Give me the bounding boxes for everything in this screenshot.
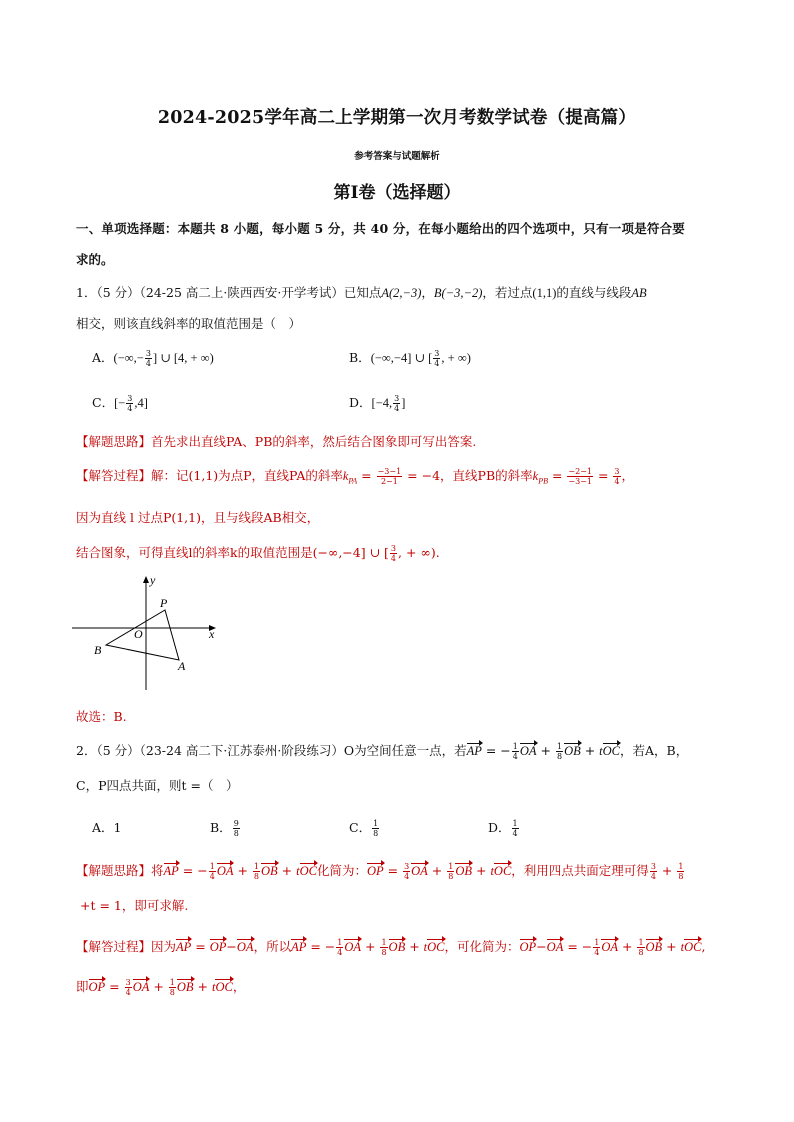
idea-tag: 【解题思路】 — [76, 863, 152, 878]
q1-process-line2: 因为直线 l 过点P(1,1)，且与线段AB相交， — [76, 510, 320, 525]
process-tag: 【解答过程】 — [76, 939, 152, 954]
vector-oc: OC — [215, 980, 233, 994]
q1-stem-text: ，若过点 — [482, 285, 533, 300]
frac-num: 3 — [394, 394, 400, 403]
frac-num: 3 — [390, 544, 397, 553]
frac-num: 9 — [233, 819, 239, 828]
vector-ob: OB — [261, 864, 278, 878]
vector-op: OP — [209, 940, 227, 954]
slope-sub: PA — [348, 476, 358, 486]
origin-label: O — [134, 627, 143, 641]
x-label: x — [209, 627, 215, 641]
q1-score: （5 分） — [96, 285, 140, 300]
vector-oc: OC — [602, 744, 621, 758]
vector-oc: OC — [427, 940, 445, 954]
vector-oc: OC — [299, 864, 317, 878]
point-p-label: P — [160, 596, 168, 610]
vector-oc: OC — [684, 940, 702, 954]
vector-oa: OA — [411, 864, 428, 878]
process-text: 结合图象，可得直线l的斜率k的取值范围是(−∞,−4] ∪ [ — [76, 545, 389, 560]
q1-stem-text: 的直线与线段 — [556, 285, 632, 300]
frac-num: 3 — [127, 394, 133, 403]
q1-point-11: (1,1) — [532, 286, 557, 300]
frac-num: 3 — [614, 467, 620, 476]
option-label: C． — [349, 820, 372, 835]
frac-num: 3 — [434, 349, 440, 358]
vector-ap: AP — [466, 744, 482, 758]
frac-den: 8 — [233, 829, 239, 838]
q2-stem-line2: C，P四点共面，则t =（ ） — [76, 778, 239, 793]
process-text: = −4，直线PB的斜率 — [403, 468, 533, 483]
q2-stem-text: O为空间任意一点，若 — [343, 743, 467, 758]
process-text: ，所以 — [253, 939, 292, 954]
option-label: A． — [92, 350, 114, 365]
vector-oa: OA — [601, 940, 619, 954]
process-text: = — [357, 468, 376, 483]
option-text: (−∞,−4] ∪ [ — [370, 351, 433, 365]
frac-num: 1 — [373, 819, 379, 828]
vector-oa: OA — [344, 940, 362, 954]
vector-oa: OA — [546, 940, 564, 954]
vector-ob: OB — [176, 980, 194, 994]
idea-text: 将 — [151, 863, 164, 878]
process-text: 解：记(1,1)为点P，直线PA的斜率 — [151, 468, 343, 483]
vector-op: OP — [366, 864, 384, 878]
q1-figure — [66, 572, 226, 697]
process-tag: 【解答过程】 — [76, 468, 152, 483]
point-a-label: A — [178, 659, 186, 673]
page-subtitle: 参考答案与试题解析 — [354, 151, 440, 162]
frac-den: 4 — [390, 554, 397, 563]
slope-symbol: k — [342, 469, 349, 483]
vector-oa: OA — [519, 744, 537, 758]
q1-number: 1． — [76, 285, 97, 300]
frac-den: 4 — [614, 477, 620, 486]
y-label: y — [150, 573, 156, 587]
vector-ob: OB — [564, 744, 581, 758]
frac-num: 1 — [512, 819, 518, 828]
idea-tag: 【解题思路】 — [76, 434, 152, 449]
option-text: , + ∞) — [441, 351, 471, 365]
option-label: C． — [92, 395, 115, 410]
vector-ap: AP — [163, 864, 179, 878]
frac-num: −2−1 — [568, 467, 592, 476]
frac-den: 4 — [127, 404, 133, 413]
frac-den: 2−1 — [380, 477, 398, 486]
vector-oa: OA — [216, 864, 234, 878]
vector-op: OP — [519, 940, 537, 954]
option-label: B． — [210, 820, 232, 835]
q1-source: （24-25 高二上·陕西西安·开学考试） — [139, 285, 344, 300]
option-label: A． — [92, 820, 114, 835]
frac-den: −3−1 — [568, 477, 592, 486]
option-text: [−4, — [371, 396, 393, 410]
vector-op: OP — [88, 980, 106, 994]
q2-score: （5 分） — [96, 743, 140, 758]
q2-process: 【解答过程】因为AP = OP−OA，所以AP = − $\frac{1}{4}$ OA + $\frac{1}{8}$ OB + tOC，可化简为：OP−OA = − $\frac{1}{4}$ OA + $\frac{1}{8}$ OB + tOC, — [76, 938, 706, 957]
q1-option-a — [92, 348, 214, 368]
q2-stem-text: ，若A，B， — [620, 743, 689, 758]
idea-text: 化简为： — [316, 863, 367, 878]
part-heading-line2: 求的。 — [76, 252, 114, 267]
q1-segment: AB — [631, 286, 647, 300]
q1-answer: 故选：B. — [76, 709, 127, 724]
frac-den: 4 — [434, 359, 440, 368]
frac-den: 4 — [394, 404, 400, 413]
vector-ob: OB — [645, 940, 663, 954]
vector-oa: OA — [132, 980, 150, 994]
q1-option-c — [92, 393, 148, 413]
q1-point-a: A(2,−3) — [381, 286, 422, 300]
option-label: D． — [488, 820, 511, 835]
slope-sub: PB — [538, 476, 548, 486]
slope-symbol: k — [532, 469, 539, 483]
section-title: 第I卷（选择题） — [333, 183, 461, 203]
page-title: 2024-2025学年高二上学期第一次月考数学试卷（提高篇） — [157, 108, 637, 128]
q1-conclusion — [76, 543, 440, 563]
q1-option-b — [349, 348, 471, 368]
point-b-label: B — [94, 643, 102, 657]
process-text: , + ∞). — [398, 545, 440, 560]
q2-option-d — [488, 818, 520, 838]
idea-text: 首先求出直线PA、PB的斜率，然后结合图象即可写出答案. — [151, 434, 477, 449]
option-text: ,4] — [134, 396, 148, 410]
process-text: ， — [621, 468, 635, 483]
vector-oc: OC — [493, 864, 512, 878]
process-text: ，可化简为： — [444, 939, 520, 954]
option-text: [− — [114, 396, 126, 410]
q2-option-c — [349, 818, 380, 838]
q2-number: 2． — [76, 743, 97, 758]
q1-idea — [76, 432, 476, 450]
q2-source: （23-24 高二下·江苏泰州·阶段练习） — [139, 743, 344, 758]
idea-text: ，利用四点共面定理可得 — [511, 863, 649, 878]
option-text: ] ∪ [4, + ∞) — [152, 351, 214, 365]
y-arrow-icon — [143, 576, 149, 583]
frac-num: −3−1 — [377, 467, 402, 476]
q1-stem-text: 已知点 — [343, 285, 382, 300]
q1-stem-line1 — [76, 283, 647, 301]
process-text: ， — [232, 979, 246, 994]
q1-sep: ， — [421, 285, 434, 300]
vector-ob: OB — [388, 940, 406, 954]
q2-idea: 【解题思路】将AP = − $\frac{1}{4}$ OA + $\frac{1}{8}$ OB + tOC化简为：OP = $\frac{3}{4}$ OA + $\frac{1}{8}$ OB + tOC，利用四点共面定理可得 $\frac{3}{4}$ + $\frac{1}{8}$ — [76, 862, 684, 881]
q2-option-a — [92, 818, 121, 836]
frac-den: 8 — [373, 829, 379, 838]
vector-ap: AP — [176, 940, 192, 954]
q2-process-line2: 即OP = $\frac{3}{4}$ OA + $\frac{1}{8}$ OB + tOC， — [76, 978, 246, 997]
frac-den: 4 — [512, 829, 518, 838]
option-text: ] — [401, 396, 406, 410]
q1-point-b: B(−3,−2) — [433, 286, 483, 300]
process-text: = — [594, 468, 613, 483]
q1-process — [76, 466, 634, 486]
frac-num: 3 — [145, 349, 151, 358]
q1-stem-line2: 相交，则该直线斜率的取值范围是（ ） — [76, 316, 302, 331]
q2-stem-line1: 2．（5 分）（23-24 高二下·江苏泰州·阶段练习）O为空间任意一点，若AP = − $\frac{1}{4}$ OA + $\frac{1}{8}$ OB + tOC，若A，B， — [76, 742, 689, 761]
option-label: B． — [349, 350, 371, 365]
vector-oa: OA — [236, 940, 254, 954]
vector-ob: OB — [455, 864, 473, 878]
q2-option-b — [210, 818, 241, 838]
part-heading-line1: 一、单项选择题：本题共 8 小题，每小题 5 分，共 40 分，在每小题给出的四个选项中，只有一项是符合要 — [76, 221, 686, 236]
q1-option-d — [349, 393, 405, 413]
frac-den: 4 — [145, 359, 151, 368]
option-text: 1 — [113, 820, 122, 835]
option-label: D． — [349, 395, 372, 410]
vector-ap: AP — [291, 940, 307, 954]
process-text: 即 — [76, 979, 89, 994]
q2-idea-line2: +t = 1，即可求解. — [80, 898, 189, 913]
process-text: = — [547, 468, 567, 483]
option-text: (−∞,− — [113, 351, 144, 365]
process-text: 因为 — [151, 939, 177, 954]
